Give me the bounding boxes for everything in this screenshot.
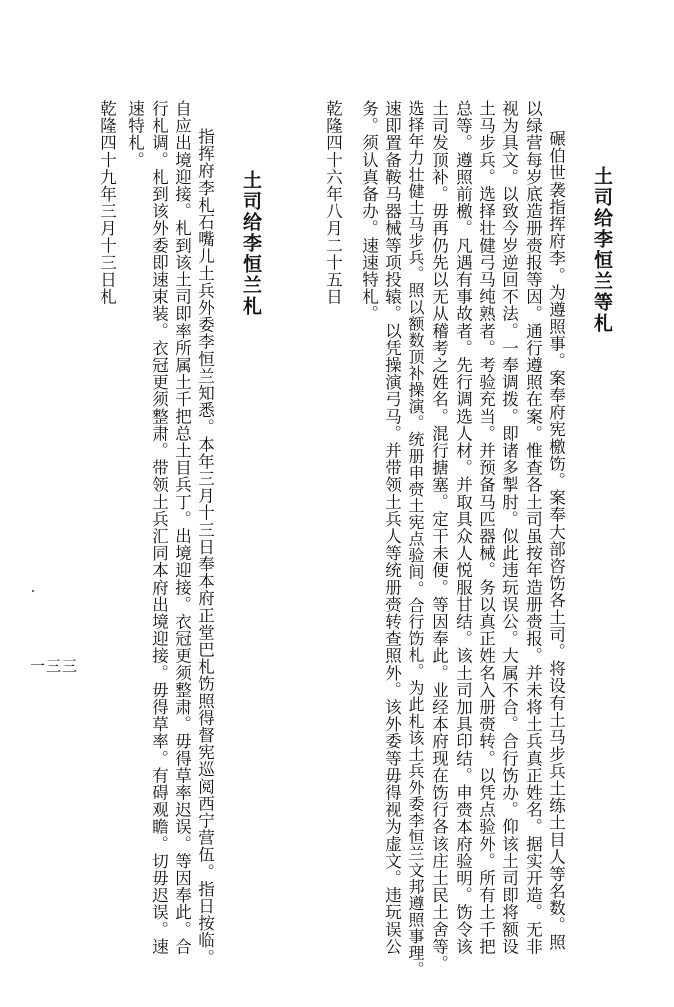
doc1-line: 土马步兵。选择壮健弓马纯熟者。考验充当。并预备马匹器械。务以真正姓名入册赍转。以凭点验外。所有土千把 (476, 100, 496, 955)
page-number: 一三三 (30, 657, 79, 675)
doc2-date: 乾隆四十九年三月十三日札 (97, 100, 117, 306)
doc1-line: 务。须认真备办。速速特札。 (359, 100, 379, 323)
doc2-line: 行札调。札到该外委即速束装。衣冠更须整肃。带领土兵汇同本府出境迎接。毋得草率。有碍观瞻。切毋迟误。速 (149, 100, 169, 955)
doc1-title: 土司给李恒兰等札 (591, 166, 613, 334)
doc2-line: 自应出境迎接。札到该土司即率所属土千把总土目兵丁。出境迎接。衣冠更须整肃。毋得草率迟误。等因奉此。合 (172, 100, 192, 955)
doc1-date: 乾隆四十六年八月二十五日 (323, 100, 343, 306)
scan-speck (32, 590, 34, 592)
doc1-line: 以绿营每岁底造册赍报等因。通行遵照在案。惟查各土司虽按年造册赍报。并未将土兵真正姓名。据实开造。无非 (523, 100, 543, 955)
doc1-line: 土司发顶补。毋再仍先以无从稽考之姓名。混行搪塞。定干未便。等因奉此。业经本府现在饬行各该庄土民土舍等。 (429, 100, 449, 973)
doc1-line: 选择年力壮健土马步兵。照以额数顶补操演。统册申赍土宪点验间。合行饬札。为此札该土兵外委李恒兰文邦遵照事理。 (405, 100, 425, 978)
doc2-title: 土司给李恒兰札 (240, 170, 262, 317)
doc1-line: 速即置备鞍马器械等项投辕。以凭操演弓马。并带领土兵人等统册赍转查照外。该外委等毋得视为虚文。违玩误公 (382, 100, 402, 955)
doc1-line: 碾伯世袭指挥府李。为遵照事。案奉府宪檄饬。案奉大部咨饬各土司。将设有土马步兵土练土目人等名数。照 (546, 130, 566, 951)
doc1-line: 总等。遵照前檄。凡遇有事故者。先行调选人材。并取具众人悦服甘结。该土司加具印结。申赍本府验明。饬令该 (453, 100, 473, 955)
doc2-line: 指挥府李札石嘴儿土兵外委李恒兰知悉。本年三月十三日奉本府正堂巴札饬照得督宪巡阅西宁营伍。指日按临。 (195, 128, 215, 966)
doc1-line: 视为具文。以致今岁逆回不法。一奉调拨。即诸多掣肘。似此违玩误公。大属不合。合行饬办。仰该土司即将额设 (499, 100, 519, 955)
doc2-line: 速特札。 (125, 100, 145, 169)
